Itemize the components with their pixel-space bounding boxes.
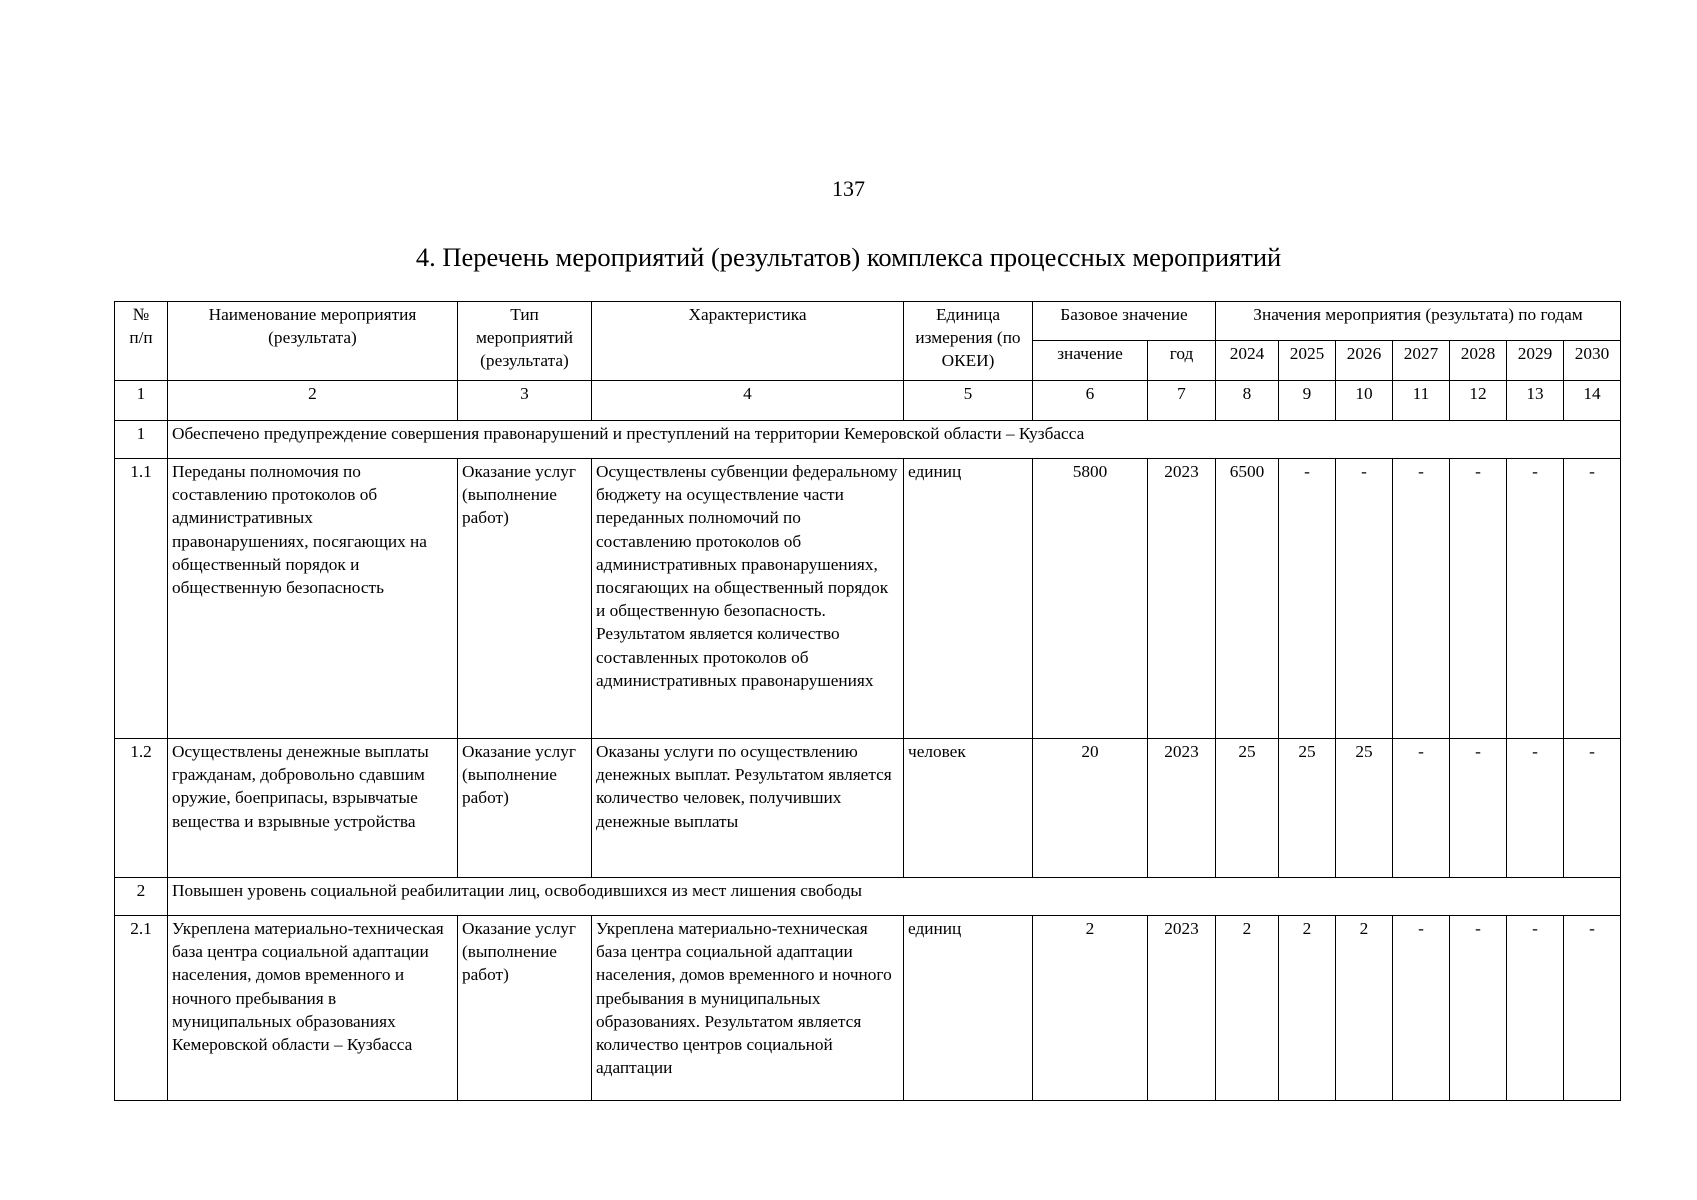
row-base-year: 2023 xyxy=(1148,916,1216,1101)
header-base-value-sub: значение xyxy=(1033,341,1148,381)
table-row xyxy=(115,459,1621,739)
header-year: 2026 xyxy=(1336,341,1393,381)
header-base-year-sub: год xyxy=(1148,341,1216,381)
column-number: 13 xyxy=(1507,381,1564,421)
row-year-value: - xyxy=(1507,916,1564,1101)
measures-table xyxy=(114,301,1621,1101)
table-row xyxy=(115,739,1621,878)
section-row xyxy=(115,421,1621,459)
section-row xyxy=(115,878,1621,916)
row-year-value: 25 xyxy=(1279,739,1336,878)
row-year-value: - xyxy=(1507,739,1564,878)
header-name: Наименование мероприятия (результата) xyxy=(168,302,458,381)
row-number: 2.1 xyxy=(115,916,168,1101)
column-number: 8 xyxy=(1216,381,1279,421)
column-number: 3 xyxy=(458,381,592,421)
row-name: Укреплена материально-техническая база центра социальной адаптации населения, домов временного и ночного пребывания в муниципальных образованиях Кемеровской области – Кузбасса xyxy=(168,916,458,1101)
row-characteristic: Осуществлены субвенции федеральному бюджету на осуществление части переданных полномочий по составлению протоколов об административных правонарушениях, посягающих на общественный порядок и общественную безопасность. Результатом является количество составленных протоколов об административных правонарушениях xyxy=(592,459,904,739)
column-number: 11 xyxy=(1393,381,1450,421)
row-year-value: 2 xyxy=(1216,916,1279,1101)
header-year: 2029 xyxy=(1507,341,1564,381)
row-year-value: - xyxy=(1564,739,1621,878)
row-year-value: 2 xyxy=(1279,916,1336,1101)
column-number: 6 xyxy=(1033,381,1148,421)
row-number: 1.2 xyxy=(115,739,168,878)
row-year-value: 25 xyxy=(1216,739,1279,878)
header-year: 2024 xyxy=(1216,341,1279,381)
header-base-value: Базовое значение xyxy=(1033,302,1216,341)
header-values-by-year: Значения мероприятия (результата) по годам xyxy=(1216,302,1621,341)
row-unit: единиц xyxy=(904,459,1033,739)
row-year-value: - xyxy=(1450,916,1507,1101)
column-number: 9 xyxy=(1279,381,1336,421)
row-year-value: 25 xyxy=(1336,739,1393,878)
row-year-value: - xyxy=(1564,459,1621,739)
row-year-value: - xyxy=(1393,739,1450,878)
header-year: 2030 xyxy=(1564,341,1621,381)
header-characteristic: Характеристика xyxy=(592,302,904,381)
row-characteristic: Оказаны услуги по осуществлению денежных выплат. Результатом является количество человек, получивших денежные выплаты xyxy=(592,739,904,878)
column-number: 5 xyxy=(904,381,1033,421)
row-number: 1.1 xyxy=(115,459,168,739)
column-number: 7 xyxy=(1148,381,1216,421)
row-unit: человек xyxy=(904,739,1033,878)
column-number: 12 xyxy=(1450,381,1507,421)
document-title: 4. Перечень мероприятий (результатов) комплекса процессных мероприятий xyxy=(415,242,1282,272)
row-name: Переданы полномочия по составлению протоколов об административных правонарушениях, посягающих на общественный порядок и общественную безопасность xyxy=(168,459,458,739)
row-base-value: 5800 xyxy=(1033,459,1148,739)
header-year: 2027 xyxy=(1393,341,1450,381)
column-number: 4 xyxy=(592,381,904,421)
row-year-value: - xyxy=(1393,916,1450,1101)
header-num: № п/п xyxy=(115,302,168,381)
row-type: Оказание услуг (выполнение работ) xyxy=(458,739,592,878)
row-name: Осуществлены денежные выплаты гражданам, добровольно сдавшим оружие, боеприпасы, взрывчатые вещества и взрывные устройства xyxy=(168,739,458,878)
section-title: Повышен уровень социальной реабилитации лиц, освободившихся из мест лишения свободы xyxy=(168,878,1621,916)
row-unit: единиц xyxy=(904,916,1033,1101)
column-number: 1 xyxy=(115,381,168,421)
row-year-value: - xyxy=(1450,459,1507,739)
header-year: 2028 xyxy=(1450,341,1507,381)
column-number: 14 xyxy=(1564,381,1621,421)
row-base-value: 2 xyxy=(1033,916,1148,1101)
page-number: 137 xyxy=(832,176,865,201)
header-unit: Единица измерения (по ОКЕИ) xyxy=(904,302,1033,381)
row-year-value: 2 xyxy=(1336,916,1393,1101)
row-year-value: - xyxy=(1507,459,1564,739)
row-year-value: 6500 xyxy=(1216,459,1279,739)
row-base-year: 2023 xyxy=(1148,459,1216,739)
header-row xyxy=(115,302,1621,341)
row-base-value: 20 xyxy=(1033,739,1148,878)
table-row xyxy=(115,916,1621,1101)
row-year-value: - xyxy=(1450,739,1507,878)
row-base-year: 2023 xyxy=(1148,739,1216,878)
column-number-row xyxy=(115,381,1621,421)
section-number: 1 xyxy=(115,421,168,459)
row-type: Оказание услуг (выполнение работ) xyxy=(458,916,592,1101)
row-characteristic: Укреплена материально-техническая база центра социальной адаптации населения, домов временного и ночного пребывания в муниципальных образованиях. Результатом является количество центров социальной адаптации xyxy=(592,916,904,1101)
column-number: 10 xyxy=(1336,381,1393,421)
section-title: Обеспечено предупреждение совершения правонарушений и преступлений на территории Кемеровской области – Кузбасса xyxy=(168,421,1621,459)
row-year-value: - xyxy=(1393,459,1450,739)
header-year: 2025 xyxy=(1279,341,1336,381)
row-type: Оказание услуг (выполнение работ) xyxy=(458,459,592,739)
column-number: 2 xyxy=(168,381,458,421)
row-year-value: - xyxy=(1564,916,1621,1101)
row-year-value: - xyxy=(1279,459,1336,739)
header-type: Тип мероприятий (результата) xyxy=(458,302,592,381)
row-year-value: - xyxy=(1336,459,1393,739)
section-number: 2 xyxy=(115,878,168,916)
